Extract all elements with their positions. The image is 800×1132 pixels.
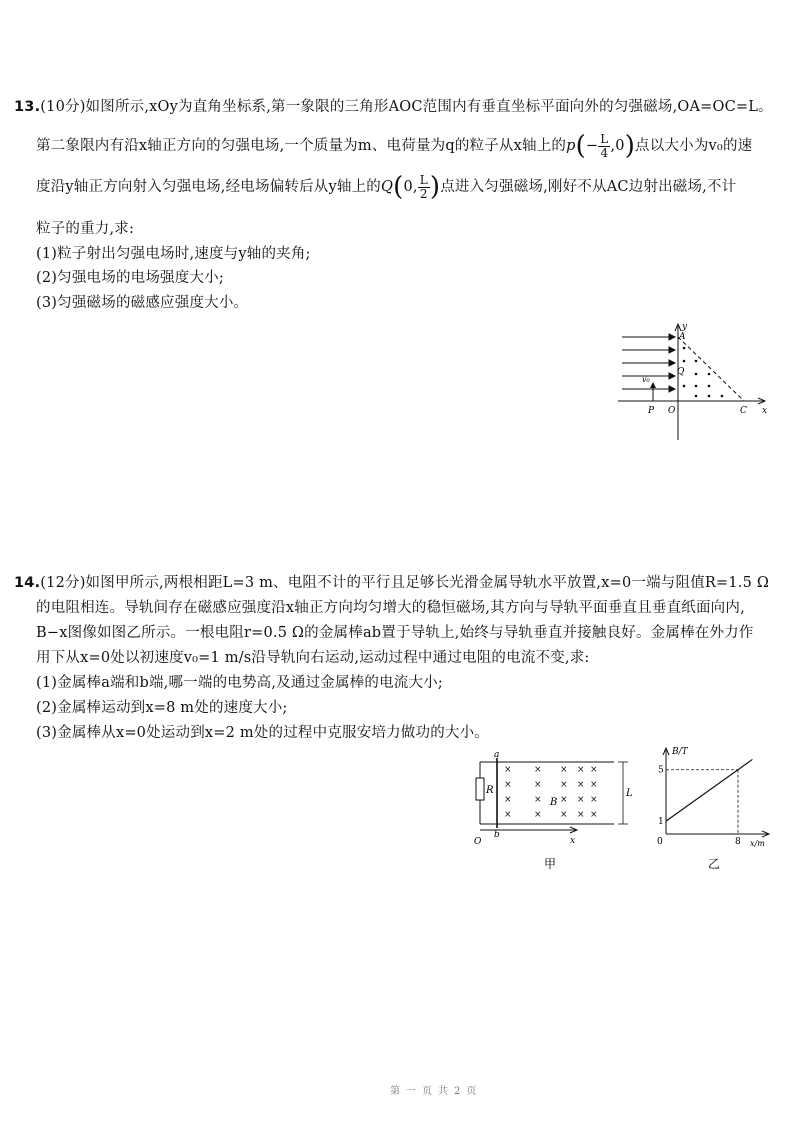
p14-figure-yi bbox=[650, 744, 780, 874]
label-v0: v₀ bbox=[642, 375, 650, 384]
label-O: O bbox=[474, 837, 482, 847]
y-tick-1: 1 bbox=[658, 817, 664, 828]
p13-question-2: (2)匀强电场的电场强度大小; bbox=[36, 270, 224, 286]
svg-text:×: × bbox=[590, 780, 598, 790]
svg-text:×: × bbox=[577, 780, 585, 790]
svg-text:×: × bbox=[590, 795, 598, 805]
label-C: C bbox=[740, 406, 747, 416]
label-x: x bbox=[762, 406, 768, 416]
label-y: y bbox=[682, 322, 688, 332]
y-tick-5: 5 bbox=[658, 765, 664, 776]
label-R: R bbox=[486, 785, 494, 796]
svg-text:×: × bbox=[577, 765, 585, 775]
p13-line-3: 度沿y轴正方向射入匀强电场,经电场偏转后从y轴上的Q(0, $\frac{L}{2}$ )点进入匀强磁场,刚好不从AC边射出磁场,不计 bbox=[36, 172, 737, 202]
svg-text:×: × bbox=[534, 810, 542, 820]
label-O: O bbox=[668, 406, 676, 416]
p13-question-1: (1)粒子射出匀强电场时,速度与y轴的夹角; bbox=[36, 246, 311, 262]
label-L: L bbox=[626, 788, 633, 799]
svg-text:×: × bbox=[534, 780, 542, 790]
svg-text:×: × bbox=[577, 795, 585, 805]
p13-figure bbox=[612, 322, 772, 442]
label-P: P bbox=[648, 406, 655, 416]
x-axis-label: x/m bbox=[750, 839, 765, 848]
p14-question-3: (3)金属棒从x=0处运动到x=2 m处的过程中克服安培力做功的大小。 bbox=[36, 725, 490, 741]
svg-text:×: × bbox=[534, 795, 542, 805]
b-x-line bbox=[666, 759, 752, 821]
y-axis-label: B/T bbox=[672, 747, 688, 757]
resistor bbox=[476, 778, 484, 800]
label-Q: Q bbox=[677, 367, 685, 377]
svg-text:×: × bbox=[560, 795, 568, 805]
svg-text:×: × bbox=[560, 810, 568, 820]
svg-text:×: × bbox=[560, 765, 568, 775]
p13-frac-l2: $\frac{L}{2}$ bbox=[419, 172, 428, 201]
p14-number: 14. bbox=[14, 575, 41, 591]
svg-text:×: × bbox=[504, 765, 512, 775]
label-b: b bbox=[494, 830, 500, 840]
p13-frac-l4: $\frac{L}{4}$ bbox=[600, 131, 609, 160]
svg-text:×: × bbox=[560, 780, 568, 790]
svg-text:×: × bbox=[590, 765, 598, 775]
p13-line-2: 第二象限内有沿x轴正方向的匀强电场,一个质量为m、电荷量为q的粒子从x轴上的p(− $\frac{L}{4}$ ,0)点以大小为v₀的速 bbox=[36, 131, 753, 161]
p14-line-1: 14.(12分)如图甲所示,两根相距L=3 m、电阻不计的平行且足够长光滑金属导轨水平放置,x=0一端与阻值R=1.5 Ω bbox=[14, 575, 770, 591]
magnetic-field-dots bbox=[683, 347, 724, 398]
p14-figure-jia bbox=[466, 748, 636, 873]
page-footer: 第一页共2页 bbox=[390, 1086, 483, 1097]
caption-jia: 甲 bbox=[544, 857, 557, 871]
svg-text:×: × bbox=[504, 795, 512, 805]
origin-tick-0: 0 bbox=[657, 837, 663, 847]
svg-text:×: × bbox=[534, 765, 542, 775]
svg-text:×: × bbox=[504, 810, 512, 820]
p14-line-2: 的电阻相连。导轨间存在磁感应强度沿x轴正方向均匀增大的稳恒磁场,其方向与导轨平面垂直且垂直纸面向内, bbox=[36, 600, 745, 616]
label-a: a bbox=[494, 750, 500, 760]
caption-yi: 乙 bbox=[708, 857, 721, 871]
svg-text:×: × bbox=[590, 810, 598, 820]
p14-line-3: B−x图像如图乙所示。一根电阻r=0.5 Ω的金属棒ab置于导轨上,始终与导轨垂直并接触良好。金属棒在外力作 bbox=[36, 625, 754, 641]
p14-question-1: (1)金属棒a端和b端,哪一端的电势高,及通过金属棒的电流大小; bbox=[36, 675, 443, 691]
p13-question-3: (3)匀强磁场的磁感应强度大小。 bbox=[36, 295, 249, 311]
svg-text:×: × bbox=[577, 810, 585, 820]
x-tick-8: 8 bbox=[735, 837, 741, 847]
p13-number: 13. bbox=[14, 99, 41, 115]
p13-line-4: 粒子的重力,求: bbox=[36, 221, 135, 237]
label-B: B bbox=[550, 797, 558, 808]
label-x: x bbox=[570, 836, 576, 846]
p14-line-4: 用下从x=0处以初速度v₀=1 m/s沿导轨向右运动,运动过程中通过电阻的电流不变,求: bbox=[36, 650, 590, 666]
p14-question-2: (2)金属棒运动到x=8 m处的速度大小; bbox=[36, 700, 288, 716]
magnetic-field-crosses bbox=[504, 765, 598, 820]
svg-text:×: × bbox=[504, 780, 512, 790]
label-A: A bbox=[679, 332, 686, 342]
p13-line-1: 13.(10分)如图所示,xOy为直角坐标系,第一象限的三角形AOC范围内有垂直坐标平面向外的匀强磁场,OA=OC=L。 bbox=[14, 99, 773, 115]
